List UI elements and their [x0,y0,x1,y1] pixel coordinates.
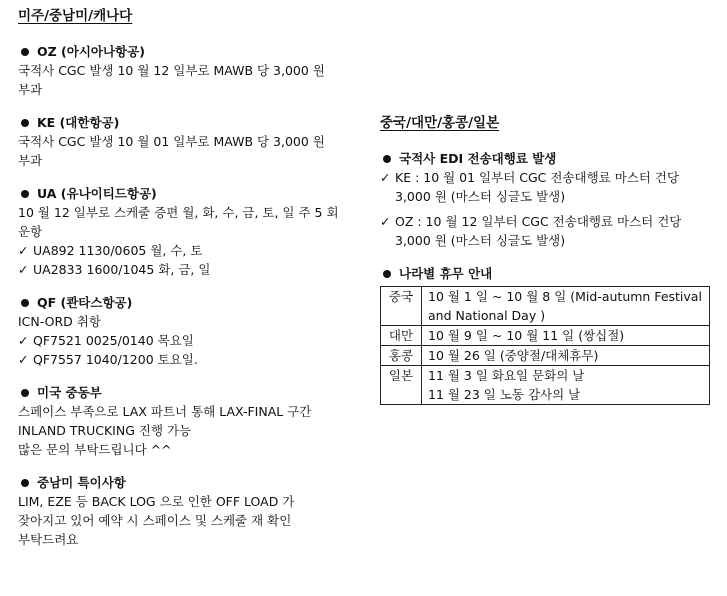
holiday-period-line: 11 월 23 일 노동 감사의 날 [428,387,581,402]
notice-text-line: 스페이스 부족으로 LAX 파트너 통해 LAX-FINAL 구간 [18,404,312,419]
right-column [380,113,710,405]
edi-notice-heading: 국적사 EDI 전송대행료 발생 [399,151,557,166]
bullet-dot-icon [383,270,391,278]
notice-block [18,473,340,549]
notice-heading: 중남미 특이사항 [37,475,126,490]
holiday-period-line: and National Day ) [428,308,546,323]
notice-text-line: 국적사 CGC 발생 10 월 01 일부로 MAWB 당 3,000 원 [18,134,325,149]
notice-block [18,42,340,99]
edi-item-line2: 3,000 원 (마스터 싱글도 발생) [395,233,566,248]
notice-text-line: 부과 [18,153,43,168]
table-row [381,346,710,366]
edi-item-line1: OZ : 10 월 12 일부터 CGC 전송대행료 마스터 건당 [395,214,682,229]
holiday-period-cell [422,287,710,326]
holiday-period-line: 10 월 9 일 ~ 10 월 11 일 (쌍십절) [428,328,625,343]
bullet-dot-icon [21,389,29,397]
bullet-dot-icon [21,48,29,56]
table-row [381,326,710,346]
holiday-period-line: 11 월 3 일 화요일 문화의 날 [428,368,585,383]
checkmark-icon: ✓ [18,333,29,348]
country-cell: 홍콩 [381,346,422,366]
notice-heading: QF (콴타스항공) [37,295,133,310]
holiday-period-cell [422,366,710,405]
holiday-period-line: 10 월 1 일 ~ 10 월 8 일 (Mid-autumn Festival [428,289,702,304]
holiday-notice [380,264,710,405]
bullet-dot-icon [21,190,29,198]
holiday-table [380,286,710,405]
notice-text-line: 부탁드려요 [18,532,79,547]
holiday-period-cell [422,346,710,366]
notice-heading-row [18,473,340,492]
notice-text-line: 운항 [18,224,43,239]
country-cell: 중국 [381,287,422,326]
edi-item-line1: KE : 10 월 01 일부터 CGC 전송대행료 마스터 건당 [395,170,680,185]
notice-text-line: ICN-ORD 취항 [18,314,101,329]
flight-schedule-text: UA2833 1600/1045 화, 금, 일 [33,262,211,277]
edi-item-list [380,168,710,250]
bullet-dot-icon [21,299,29,307]
notice-text-line: LIM, EZE 등 BACK LOG 으로 인한 OFF LOAD 가 [18,494,295,509]
holiday-notice-heading: 나라별 휴무 안내 [399,266,493,281]
notice-heading: UA (유나이티드항공) [37,186,157,201]
left-notice-list [18,42,340,549]
notice-text-line: 부과 [18,82,43,97]
flight-schedule-text: UA892 1130/0605 월, 수, 토 [33,243,203,258]
left-column [18,6,340,563]
flight-schedule-text: QF7557 1040/1200 토요일. [33,352,198,367]
country-cell: 대만 [381,326,422,346]
notice-text-line: 잦아지고 있어 예약 시 스페이스 및 스케줄 재 확인 [18,513,292,528]
bullet-dot-icon [21,119,29,127]
notice-block [18,293,340,369]
notice-block [18,383,340,459]
holiday-period-cell [422,326,710,346]
notice-heading: KE (대한항공) [37,115,120,130]
notice-heading: 미국 중동부 [37,385,102,400]
notice-text-line: 10 월 12 일부로 스케줄 증편 월, 화, 수, 금, 토, 일 주 5 회 [18,205,339,220]
edi-fee-notice [380,149,710,250]
notice-heading-row [18,184,340,203]
region-title-americas: 미주/중남미/캐나다 [18,8,133,24]
flight-schedule-text: QF7521 0025/0140 목요일 [33,333,194,348]
holiday-period-line: 10 월 26 일 (중양절/대체휴무) [428,348,599,363]
edi-item-line2: 3,000 원 (마스터 싱글도 발생) [395,189,566,204]
notice-block [18,184,340,279]
checkmark-icon: ✓ [380,214,391,229]
flight-schedule-item [18,241,340,260]
notice-text-line: INLAND TRUCKING 진행 가능 [18,423,192,438]
checkmark-icon: ✓ [18,262,29,277]
notice-heading-row [18,383,340,402]
region-title-asia: 중국/대만/홍콩/일본 [380,115,500,131]
edi-item [380,168,710,206]
checkmark-icon: ✓ [18,243,29,258]
notice-heading-row [18,113,340,132]
notice-text-line: 국적사 CGC 발생 10 월 12 일부로 MAWB 당 3,000 원 [18,63,325,78]
checkmark-icon: ✓ [18,352,29,367]
notice-heading-row [18,293,340,312]
bullet-dot-icon [21,479,29,487]
flight-schedule-item [18,350,340,369]
notice-heading-row [18,42,340,61]
bullet-dot-icon [383,155,391,163]
table-row [381,366,710,405]
checkmark-icon: ✓ [380,170,391,185]
flight-schedule-item [18,260,340,279]
edi-item [380,212,710,250]
flight-schedule-item [18,331,340,350]
table-row [381,287,710,326]
notice-block [18,113,340,170]
notice-heading: OZ (아시아나항공) [37,44,145,59]
notice-text-line: 많은 문의 부탁드립니다 ^^ [18,442,172,457]
country-cell: 일본 [381,366,422,405]
